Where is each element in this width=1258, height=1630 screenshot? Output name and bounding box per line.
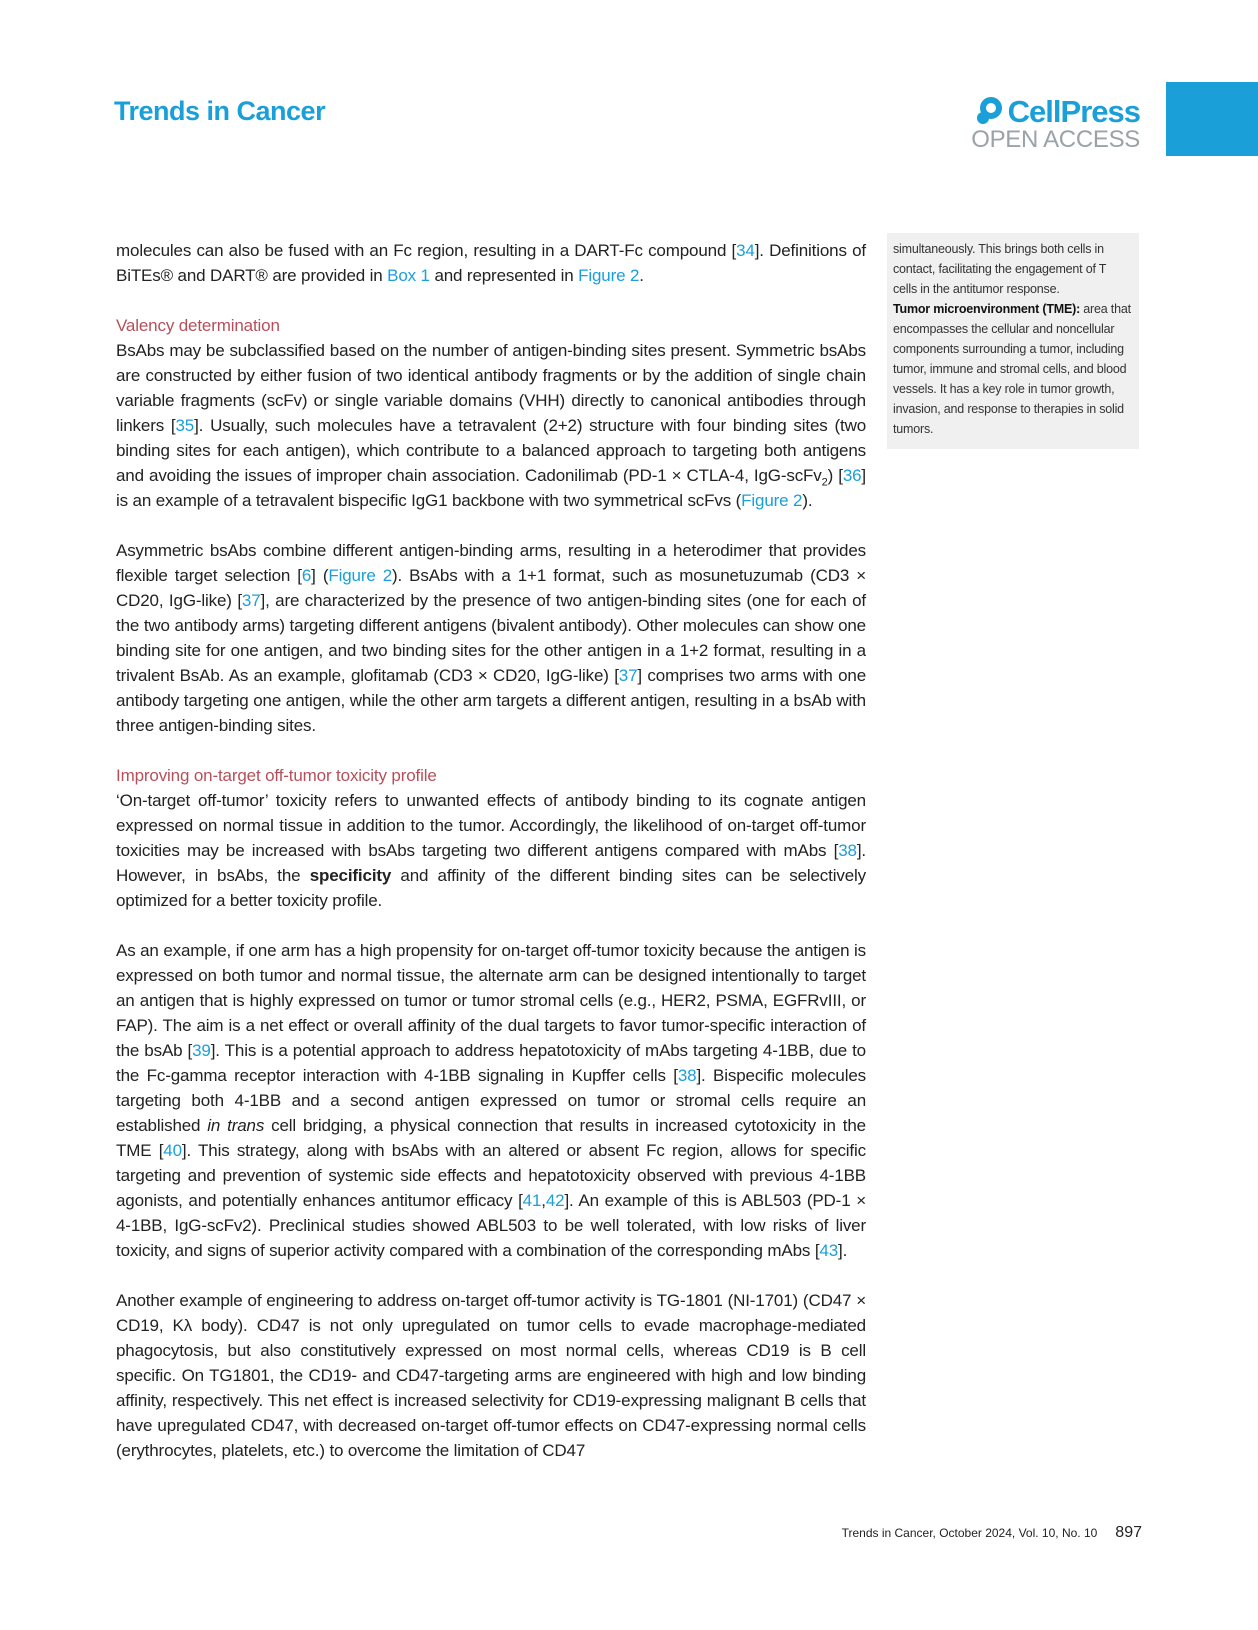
text-segment: As an example, if one arm has a high propensity for on-target off-tumor toxicity because the antigen is expressed on both tumor and normal tissue, the alternate arm can be designed intentionally to target an antigen that is highly expressed on tumor or tumor stromal cells (e.g., HER2, PSMA, EGFRvIII, or FAP). The aim is a net effect or overall affinity of the dual targets to favor tumor-specific interaction of the bsAb [	[116, 941, 866, 1060]
glossary-term: Tumor microenvironment (TME):	[893, 302, 1081, 316]
text-segment: and represented in	[429, 266, 579, 285]
text-segment: ‘On-target off-tumor’ toxicity refers to unwanted effects of antibody binding to its cognate antigen expressed on normal tissue in addition to the tumor. Accordingly, the likelihood of on-target off-tumor toxicities may be increased with bsAbs targeting two different antigens compared with mAbs [	[116, 791, 866, 860]
text-segment: ] (	[311, 566, 329, 585]
cellpress-logo[interactable]	[940, 96, 1140, 152]
reference-link[interactable]: 34	[736, 241, 755, 260]
text-segment: Asymmetric bsAbs combine different antigen-binding arms, resulting in a heterodimer that provides flexible target selection [	[116, 541, 866, 585]
text-segment: .	[639, 266, 644, 285]
corner-accent-block	[1166, 82, 1258, 156]
glossary-continued-text: simultaneously. This brings both cells in contact, facilitating the engagement of T cells in the antitumor response.	[893, 242, 1107, 296]
footer-journal-info: Trends in Cancer, October 2024, Vol. 10, No. 10	[841, 1526, 1098, 1540]
reference-link[interactable]: 38	[677, 1066, 697, 1085]
main-text-column	[116, 238, 866, 1463]
text-segment: ]. However, in bsAbs, the	[116, 841, 866, 885]
text-segment: ) [	[827, 466, 843, 485]
text-segment: 2	[821, 476, 828, 489]
text-segment: in trans	[207, 1116, 265, 1135]
reference-link[interactable]: 6	[301, 566, 312, 585]
glossary-sidebar	[887, 233, 1139, 449]
text-segment: ). BsAbs with a 1+1 format, such as mosunetuzumab (CD3 × CD20, IgG-like) [	[116, 566, 866, 610]
text-segment: BsAbs may be subclassified based on the number of antigen-binding sites present. Symmetric bsAbs are constructed by either fusion of two identical antibody fragments or by the addition of single chain variable fragments (scFv) or single variable domains (VHH) directly to canonical antibodies through linkers [	[116, 341, 866, 435]
reference-link[interactable]: 36	[842, 466, 862, 485]
reference-link[interactable]: Figure 2	[578, 266, 640, 285]
cellpress-mark-icon	[974, 96, 1004, 128]
reference-link[interactable]: Figure 2	[328, 566, 393, 585]
reference-link[interactable]: Box 1	[387, 266, 430, 285]
paragraph	[116, 238, 866, 288]
text-segment: molecules can also be fused with an Fc region, resulting in a DART-Fc compound [	[116, 241, 737, 260]
text-segment: ]. Definitions of BiTEs® and DART® are provided in	[116, 241, 866, 285]
text-segment: ]. This strategy, along with bsAbs with an altered or absent Fc region, allows for specific targeting and prevention of systemic side effects and hepatotoxicity observed with previous 4-1BB agonists, and potentially enhances antitumor efficacy [	[116, 1141, 866, 1210]
glossary-term-highlight: specificity	[309, 866, 392, 885]
text-segment: ,	[541, 1191, 546, 1210]
text-segment: ].	[838, 1241, 848, 1260]
paragraph	[116, 938, 866, 1263]
logo-subtitle: OPEN ACCESS	[971, 126, 1140, 153]
paragraph	[116, 788, 866, 913]
journal-title: Trends in Cancer	[114, 96, 326, 126]
text-segment: ]. An example of this is ABL503 (PD-1 × 4-1BB, IgG-scFv2). Preclinical studies showed ABL503 to be well tolerated, with low risks of liver toxicity, and signs of superior activity compared with a combination of the corresponding mAbs [	[116, 1191, 867, 1260]
reference-link[interactable]: 35	[175, 416, 195, 435]
reference-link[interactable]: 39	[192, 1041, 211, 1060]
text-segment: ]. Usually, such molecules have a tetravalent (2+2) structure with four binding sites (two binding sites for each antigen), which contribute to a balanced approach to targeting both antigens and avoiding the issues of improper chain association. Cadonilimab (PD-1 × CTLA-4, IgG-scFv	[116, 416, 866, 485]
page-footer	[842, 1524, 1142, 1542]
section-heading: Valency determination	[116, 316, 280, 335]
paragraph	[116, 338, 866, 513]
logo-name: CellPress	[1007, 94, 1140, 129]
reference-link[interactable]: 37	[241, 591, 261, 610]
glossary-definition: area that encompasses the cellular and noncellular components surrounding a tumor, including tumor, immune and stromal cells, and blood vessels. It has a key role in tumor growth, invasion, and response to therapies in solid tumors.	[893, 302, 1131, 436]
text-segment: Another example of engineering to address on-target off-tumor activity is TG-1801 (NI-1701) (CD47 × CD19, Kλ body). CD47 is not only upregulated on tumor cells to evade macrophage-mediated phagocytosis, but also constitutively expressed on most normal cells, whereas CD19 is B cell specific. On TG1801, the CD19- and CD47-targeting arms are engineered with high and low binding affinity, respectively. This net effect is increased selectivity for CD19-expressing malignant B cells that have upregulated CD47, with decreased on-target off-tumor effects on CD47-expressing normal cells (erythrocytes, platelets, etc.) to overcome the limitation of CD47	[116, 1291, 866, 1460]
text-segment: ], are characterized by the presence of two antigen-binding sites (one for each of the two antibody arms) targeting different antigens (bivalent antibody). Other molecules can show one binding site for one antigen, and two binding sites for the other antigen in a 1+2 format, resulting in a trivalent BsAb. As an example, glofitamab (CD3 × CD20, IgG-like) [	[116, 591, 866, 685]
section-heading: Improving on-target off-tumor toxicity profile	[116, 766, 437, 785]
reference-link[interactable]: 40	[163, 1141, 182, 1160]
reference-link[interactable]: 43	[819, 1241, 839, 1260]
reference-link[interactable]: Figure 2	[741, 491, 803, 510]
text-segment: ]. Bispecific molecules targeting both 4-1BB and a second antigen expressed on tumor or stromal cells require an established	[116, 1066, 866, 1135]
page-number: 897	[1115, 1524, 1142, 1541]
reference-link[interactable]: 37	[618, 666, 638, 685]
text-segment: ] is an example of a tetravalent bispecific IgG1 backbone with two symmetrical scFvs (	[116, 466, 866, 510]
reference-link[interactable]: 42	[545, 1191, 565, 1210]
paragraph	[116, 1288, 866, 1463]
reference-link[interactable]: 38	[838, 841, 857, 860]
text-segment: ] comprises two arms with one antibody targeting one antigen, while the other arm targets a different antigen, resulting in a bsAb with three antigen-binding sites.	[116, 666, 866, 735]
text-segment: ]. This is a potential approach to address hepatotoxicity of mAbs targeting 4-1BB, due to the Fc-gamma receptor interaction with 4-1BB signaling in Kupffer cells [	[116, 1041, 866, 1085]
text-segment: ).	[802, 491, 813, 510]
text-segment: and affinity of the different binding sites can be selectively optimized for a better toxicity profile.	[116, 866, 866, 910]
reference-link[interactable]: 41	[522, 1191, 542, 1210]
paragraph	[116, 538, 866, 738]
text-segment: cell bridging, a physical connection that results in increased cytotoxicity in the TME [	[116, 1116, 866, 1160]
